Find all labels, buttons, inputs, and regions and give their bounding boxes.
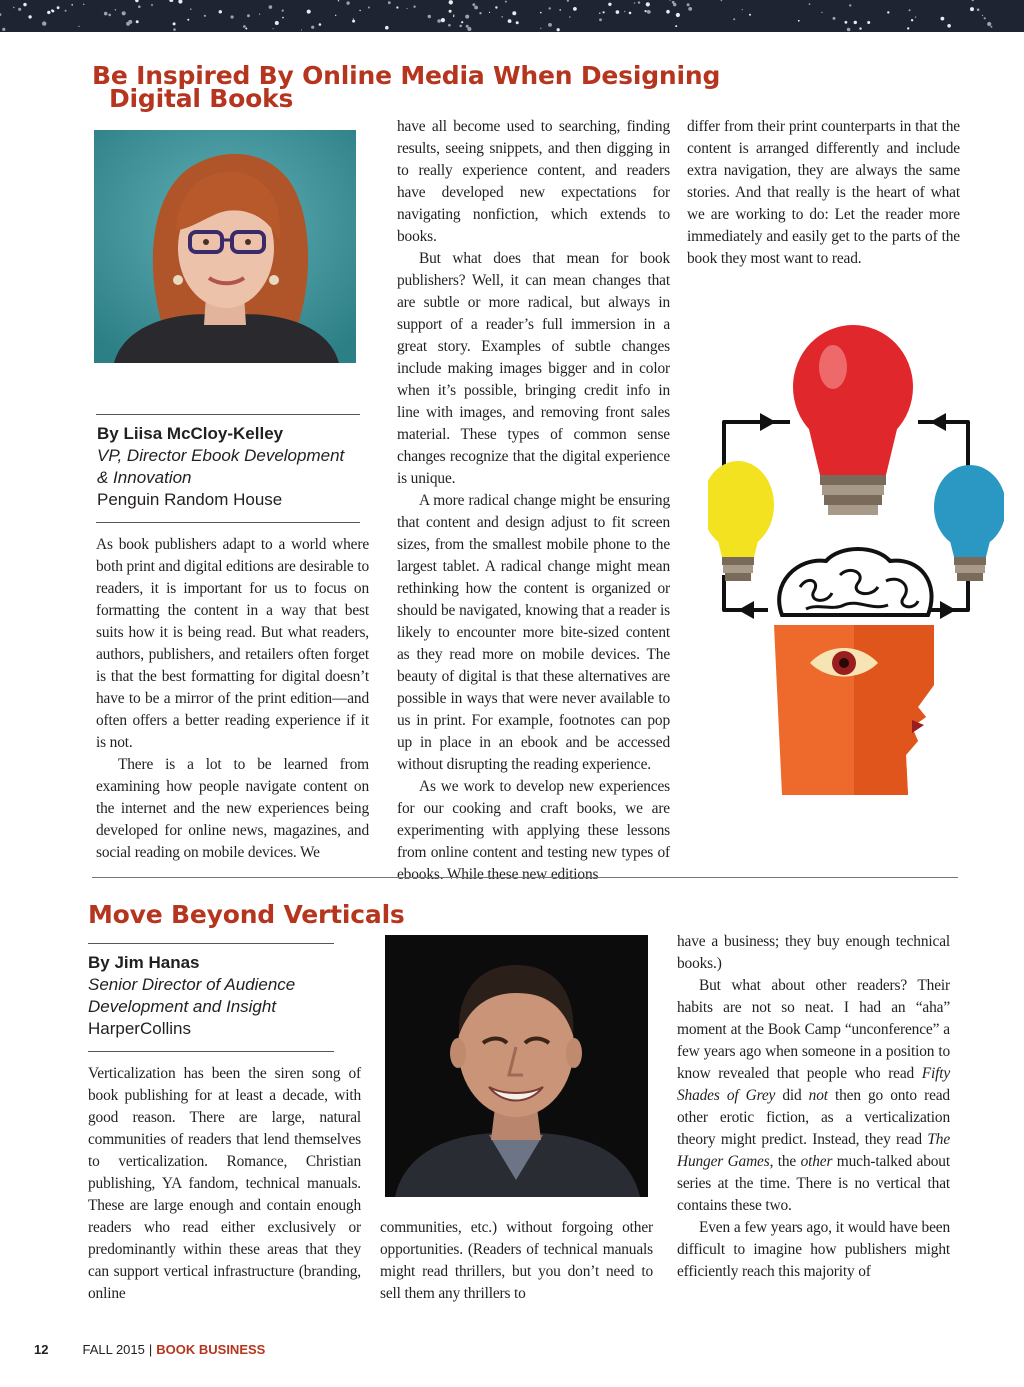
paragraph: have all become used to searching, finding results, seeing snippets, and then digging in to really experience content, and readers have developed new expectations for navigating nonfiction, which extends to books. <box>397 118 670 245</box>
paragraph: As book publishers adapt to a world where both print and digital editions are desirable to readers, it is important for us to focus on formatting the content in a way that best suits how it is being read. But what readers, authors, publishers, and retailers often forget is that the best formatting for digital doesn’t have to be a mirror of the print edition—and often offers a better reading experience if it is not. <box>96 536 369 751</box>
speckle-dot <box>128 20 132 24</box>
speckle-dot <box>742 9 743 10</box>
speckle-dot <box>970 7 974 11</box>
speckle-dot <box>396 6 398 8</box>
speckle-dot <box>346 1 349 4</box>
speckle-dot <box>187 19 189 21</box>
speckle-dot <box>599 18 602 21</box>
speckle-dot <box>273 28 274 29</box>
speckle-dot <box>335 15 336 16</box>
author-role-line2: Development and Insight <box>88 997 277 1016</box>
speckle-dot <box>508 19 512 23</box>
speckle-dot <box>178 0 182 4</box>
speckle-dot <box>449 10 452 13</box>
speckle-dot <box>947 24 951 28</box>
speckle-dot <box>984 17 986 19</box>
speckle-dot <box>687 3 690 6</box>
top-decorative-band <box>0 0 1024 32</box>
paragraph: As we work to develop new experiences for our cooking and craft books, we are experimenting with applying these lessons from online content and testing new types of ebooks. While these new editions <box>397 778 670 883</box>
speckle-dot <box>915 16 916 17</box>
speckle-dot <box>911 19 913 21</box>
speckle-dot <box>634 2 635 3</box>
speckle-dot <box>867 21 870 24</box>
paragraph: Verticalization has been the siren song of book publishing for at least a decade, with good reason. There are large, natural communities of readers that lend themselves to verticalization. Romance, Christian publishing, YA fandom, technical manuals. These are large enough and contain enough readers who read either exclusively or predominantly within these areas that they can support vertical infrastructure (branding, online <box>88 1065 361 1302</box>
author-name: By Liisa McCloy-Kelley <box>97 424 284 443</box>
speckle-dot <box>247 14 250 17</box>
speckle-dot <box>833 17 836 20</box>
book-title-hunger-games: The Hunger Games <box>677 1131 950 1170</box>
speckle-dot <box>608 3 611 6</box>
byline-bottom-rule <box>88 1051 334 1052</box>
speckle-dot <box>18 8 21 11</box>
speckle-dot <box>466 25 469 28</box>
speckle-dot <box>104 12 108 16</box>
speckle-dot <box>557 28 560 31</box>
speckle-dot <box>798 20 800 22</box>
byline-bottom-rule <box>96 522 360 523</box>
speckle-dot <box>243 25 246 28</box>
speckle-dot <box>47 11 50 14</box>
speckle-dot <box>733 18 735 20</box>
article-title <box>92 61 732 113</box>
paragraph: have a business; they buy enough technical books.) <box>677 933 950 972</box>
text-run: But what about other readers? Their habits are not so neat. I had an “aha” moment at the Book Camp “unconference” a few years ago when someone in a position to know revealed that people who read <box>677 977 950 1082</box>
speckle-dot <box>219 10 222 13</box>
issue-label: FALL 2015 <box>82 1342 145 1357</box>
author-role-line1: VP, Director Ebook Development <box>97 446 345 465</box>
speckle-dot <box>629 12 632 15</box>
speckle-dot <box>282 10 284 12</box>
speckle-dot <box>2 28 5 31</box>
speckle-dot <box>13 7 15 9</box>
text-run: , the <box>769 1153 801 1170</box>
speckle-dot <box>559 9 561 11</box>
speckle-dot <box>23 3 26 6</box>
speckle-dot <box>259 14 260 15</box>
byline-top-rule <box>96 414 360 415</box>
speckle-dot <box>548 23 552 27</box>
speckle-dot <box>479 12 481 14</box>
speckle-dot <box>353 18 354 19</box>
paragraph <box>677 975 950 1217</box>
speckle-dot <box>987 22 991 26</box>
speckle-dot <box>472 3 475 6</box>
speckle-dot <box>907 27 909 29</box>
article1-column2 <box>397 116 670 886</box>
lightbulb-head-illustration <box>708 325 1004 795</box>
page-number: 12 <box>34 1342 49 1357</box>
speckle-dot <box>407 8 408 9</box>
byline-top-rule <box>88 943 334 944</box>
page-footer <box>34 1342 265 1357</box>
speckle-dot <box>135 0 139 2</box>
speckle-dot <box>847 28 851 32</box>
speckle-dot <box>666 10 670 14</box>
speckle-dot <box>540 28 541 29</box>
speckle-dot <box>115 9 117 11</box>
speckle-dot <box>638 1 640 3</box>
speckle-dot <box>603 11 605 13</box>
footer-separator: | <box>148 1342 153 1357</box>
speckle-dot <box>359 10 360 11</box>
speckle-dot <box>573 7 577 11</box>
speckle-dot <box>673 3 676 6</box>
speckle-dot <box>173 22 176 25</box>
speckle-dot <box>849 4 851 6</box>
speckle-dot <box>465 15 469 19</box>
speckle-dot <box>809 3 811 5</box>
author-photo-jim <box>385 935 648 1197</box>
speckle-dot <box>448 24 451 27</box>
speckle-dot <box>909 9 911 11</box>
speckle-dot <box>282 17 284 19</box>
speckle-dot <box>474 6 478 10</box>
speckle-dot <box>449 0 453 4</box>
speckle-dot <box>437 19 441 23</box>
speckle-dot <box>599 13 600 14</box>
speckle-dot <box>122 11 126 15</box>
speckle-dot <box>275 21 279 25</box>
speckle-dot <box>501 16 503 18</box>
paragraph: But what does that mean for book publishers? Well, it can mean changes that are subtle or more radical, but always in support of a reader’s full immersion in a great story. Examples of subtle changes include making images bigger and in color when it’s possible, bringing credit info in line with images, and removing front sales material. These types of common sense changes recognize that the digital experience is unique. <box>397 250 670 487</box>
emphasis-other: other <box>800 1153 833 1170</box>
speckle-dot <box>190 9 191 10</box>
article-title-line1: Be Inspired By Online Media When Designing <box>92 61 721 90</box>
speckle-dot <box>540 12 542 14</box>
speckle-dot <box>413 6 415 8</box>
author-role-line2: & Innovation <box>97 468 192 487</box>
speckle-dot <box>138 5 141 8</box>
section-divider <box>92 877 958 878</box>
speckle-dot <box>646 2 650 6</box>
speckle-dot <box>108 14 111 17</box>
speckle-dot <box>567 0 569 2</box>
author-org: Penguin Random House <box>97 490 283 509</box>
speckle-dot <box>624 11 625 12</box>
speckle-dot <box>647 10 651 14</box>
speckle-dot <box>388 1 391 4</box>
paragraph: communities, etc.) without forgoing other opportunities. (Readers of technical manuals might read thrillers, but you don’t need to sell them any thrillers to <box>380 1219 653 1302</box>
speckle-dot <box>676 13 680 17</box>
speckle-dot <box>467 27 471 31</box>
speckle-dot <box>982 15 983 16</box>
speckle-dot <box>307 10 311 14</box>
article2-column2 <box>380 1217 653 1305</box>
speckle-dot <box>749 14 751 16</box>
speckle-dot <box>338 0 339 1</box>
speckle-pattern-icon <box>0 0 1024 32</box>
article2-column3 <box>677 931 950 1283</box>
paragraph: There is a lot to be learned from examining how people navigate content on the internet and the new experiences being developed for online news, magazines, and social reading on mobile devices. We <box>96 756 369 861</box>
paragraph: A more radical change might be ensuring that content and design adjust to fit screen sizes, from the smallest mobile phone to the largest tablet. A radical change might mean rethinking how the content is organized or should be navigated, knowing that a reader is likely to encounter more bite-sized content as they read more on mobile devices. The beauty of digital is that these alternatives are possible in ways that were never available to us in print. For example, footnotes can pop up in place in an ebook and be accessed without disrupting the reading experience. <box>397 492 670 773</box>
byline-jim <box>88 952 368 1040</box>
speckle-dot <box>505 1 507 3</box>
speckle-dot <box>821 12 822 13</box>
speckle-dot <box>616 10 620 14</box>
speckle-dot <box>173 28 176 31</box>
emphasis-not: not <box>808 1087 828 1104</box>
speckle-dot <box>459 25 462 28</box>
speckle-dot <box>512 11 516 15</box>
author-name: By Jim Hanas <box>88 953 200 972</box>
speckle-dot <box>136 20 139 23</box>
speckle-dot <box>461 21 463 23</box>
speckle-dot <box>269 5 273 9</box>
speckle-dot <box>42 21 46 25</box>
author-photo-liisa <box>94 130 356 363</box>
speckle-dot <box>453 16 454 17</box>
article1-column1 <box>96 534 369 864</box>
speckle-dot <box>301 29 302 30</box>
paragraph: differ from their print counterparts in that the content is arranged differently and include extra navigation, they are always the same stories. And that really is the heart of what we are working to do: Let the reader more immediately and easily get to the parts of the book they most want to read. <box>687 118 960 267</box>
speckle-dot <box>990 26 992 28</box>
paragraph: Even a few years ago, it would have been difficult to imagine how publishers might efficiently reach this majority of <box>677 1219 950 1280</box>
speckle-dot <box>319 23 322 26</box>
speckle-dot <box>972 0 974 1</box>
text-run: much-talked about series at the time. There is no vertical that contains these two. <box>677 1153 950 1214</box>
speckle-dot <box>204 15 206 17</box>
speckle-dot <box>854 21 857 24</box>
speckle-dot <box>71 4 73 6</box>
speckle-dot <box>83 4 85 6</box>
speckle-dot <box>645 10 647 12</box>
byline-liisa <box>97 423 377 511</box>
speckle-dot <box>941 17 945 21</box>
speckle-dot <box>721 0 723 1</box>
speckle-dot <box>859 27 861 29</box>
author-role-line1: Senior Director of Audience <box>88 975 296 994</box>
speckle-dot <box>887 11 889 13</box>
speckle-dot <box>51 9 53 11</box>
speckle-dot <box>245 28 247 30</box>
speckle-dot <box>495 6 497 8</box>
book-title-fifty-shades: Fifty Shades of Grey <box>677 1065 950 1104</box>
article-title-line2: Digital Books <box>109 84 294 113</box>
speckle-dot <box>688 7 692 11</box>
speckle-dot <box>57 6 60 9</box>
speckle-dot <box>78 26 79 27</box>
speckle-dot <box>428 15 431 18</box>
speckle-dot <box>0 13 1 16</box>
speckle-dot <box>569 16 571 18</box>
speckle-dot <box>28 15 31 18</box>
speckle-dot <box>441 18 445 22</box>
magazine-name: BOOK BUSINESS <box>156 1342 266 1357</box>
speckle-dot <box>977 8 980 11</box>
speckle-dot <box>489 12 490 13</box>
author-org: HarperCollins <box>88 1019 191 1038</box>
speckle-dot <box>65 10 67 12</box>
article1-column3 <box>687 116 960 270</box>
speckle-dot <box>311 26 314 29</box>
speckle-dot <box>231 15 234 18</box>
speckle-dot <box>385 26 389 30</box>
speckle-dot <box>352 20 355 23</box>
text-run: did <box>775 1087 809 1104</box>
speckle-dot <box>368 7 370 9</box>
speckle-dot <box>516 21 519 24</box>
article2-column1 <box>88 1063 361 1305</box>
text-run: then go onto read other erotic fiction, as a verticalization theory might predict. Instead, they read <box>677 1087 950 1148</box>
speckle-dot <box>670 0 671 1</box>
speckle-dot <box>151 4 153 6</box>
speckle-dot <box>845 21 848 24</box>
article2-title: Move Beyond Verticals <box>88 900 405 929</box>
speckle-dot <box>453 15 454 16</box>
speckle-dot <box>675 25 677 27</box>
speckle-dot <box>549 7 551 9</box>
